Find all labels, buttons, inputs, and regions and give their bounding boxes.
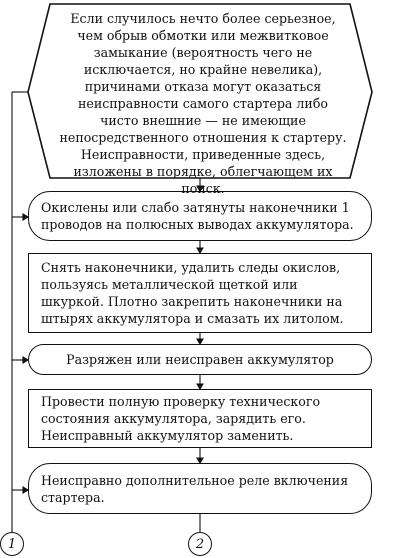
check-oxidized-terminals [28, 191, 372, 241]
check-oxidized-terminals-text: Окислены или слабо затянуты наконечники 1 проводов на полюсных выводах аккумулятора. [41, 200, 354, 232]
check-battery-text: Разряжен или неисправен аккумулятор [66, 352, 334, 367]
action-check-battery-text: Провести полную проверку технического состояния аккумулятора, зарядить его. Неисправный аккумулятор заменить. [41, 394, 321, 443]
connector-1: 1 [0, 532, 24, 556]
connector-2: 2 [188, 532, 212, 556]
start-text: Если случилось нечто более серьезное, чем обрыв обмотки или межвитковое замыкание (вероятность чего не исключается, но крайне невелика), причинами отказа могут оказаться неисправности самого стартера либо чисто внешние — не имеющие непосредственного отношения к стартеру. Неисправности, приведенные здесь, изложены в порядке, облегчающем их поиск. [59, 11, 347, 196]
check-relay-text: Неисправно дополнительное реле включения стартера. [41, 472, 349, 505]
check-battery [28, 344, 372, 375]
check-relay [28, 463, 372, 514]
left-bus [12, 92, 28, 532]
action-clean-terminals [28, 253, 372, 333]
action-clean-terminals-text: Снять наконечники, удалить следы окислов, пользуясь металлической щеткой или шкуркой. Плотно закрепить наконечники на штырях аккумулятора и смазать их литолом. [41, 260, 344, 326]
action-check-battery [28, 389, 372, 448]
